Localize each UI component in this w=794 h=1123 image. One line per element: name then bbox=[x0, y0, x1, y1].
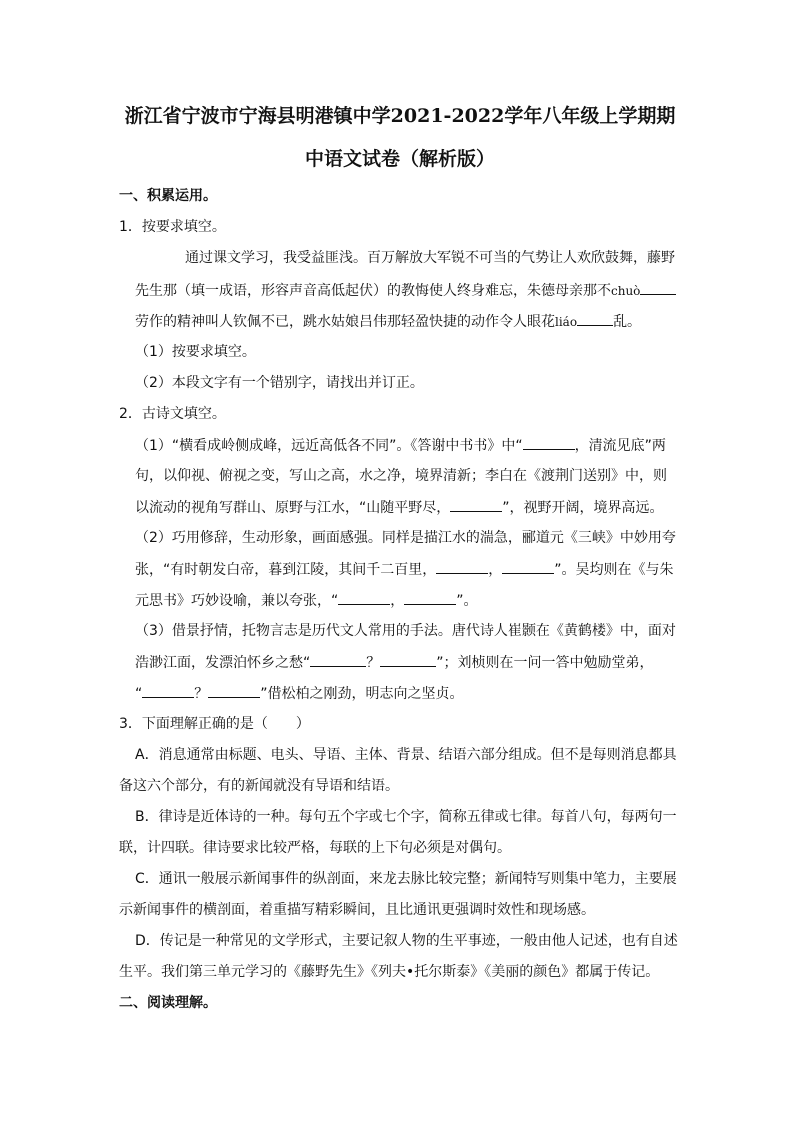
text: ”。吴均则在《与朱 bbox=[554, 562, 674, 578]
answer-blank bbox=[338, 590, 390, 605]
text: ”。 bbox=[456, 593, 478, 609]
option-b-line-1: B．律诗是近体诗的一种。每句五个字或七个字，简称五律或七律。每首八句，每两句一 bbox=[135, 809, 677, 825]
question-2-part-3-line-1: （3）借景抒情，托物言志是历代文人常用的手法。唐代诗人崔颢在《黄鹤楼》中，面对 bbox=[135, 623, 676, 639]
text: ”，视野开阔，境界高远。 bbox=[502, 500, 664, 516]
question-2-part-2-line-2 bbox=[135, 559, 674, 580]
answer-blank bbox=[450, 497, 502, 512]
pinyin-liao: liáo bbox=[555, 315, 578, 329]
answer-blank bbox=[208, 683, 260, 698]
answer-blank bbox=[640, 280, 676, 295]
option-d-line-1: D．传记是一种常见的文学形式，主要记叙人物的生平事迹，一般由他人记述，也有自述 bbox=[135, 933, 678, 949]
question-1-subitem-2: （2）本段文字有一个错别字，请找出并订正。 bbox=[135, 375, 424, 391]
text: ，清流见底”两 bbox=[574, 438, 666, 454]
text: 张，“有时朝发白帝，暮到江陵，其间千二百里， bbox=[135, 562, 437, 578]
text: ， bbox=[488, 562, 503, 578]
answer-blank bbox=[404, 590, 456, 605]
text: “ bbox=[135, 686, 143, 702]
option-d-line-2: 生平。我们第三单元学习的《藤野先生》《列夫•托尔斯泰》《美丽的颜色》都属于传记。 bbox=[119, 964, 660, 980]
option-a-line-2: 备这六个部分，有的新闻就没有导语和结语。 bbox=[119, 778, 399, 794]
text: 元思书》巧妙设喻，兼以夸张，“ bbox=[135, 593, 339, 609]
section-heading-2: 二、阅读理解。 bbox=[119, 995, 217, 1011]
question-2-part-2-line-3 bbox=[135, 590, 478, 611]
text: ？ bbox=[194, 686, 209, 702]
paragraph-text: 乱。 bbox=[613, 314, 642, 330]
text: ”借松柏之刚劲，明志向之坚贞。 bbox=[260, 686, 464, 702]
text: ， bbox=[390, 593, 405, 609]
question-2-part-1-line-2: 句，以仰视、俯视之变，写山之高，水之净，境界清新；李白在《渡荆门送别》中，则 bbox=[135, 468, 667, 484]
answer-blank bbox=[380, 652, 436, 667]
answer-blank bbox=[523, 435, 575, 450]
option-a-line-1: A．消息通常由标题、电头、导语、主体、背景、结语六部分组成。但不是每则消息都具 bbox=[135, 747, 677, 763]
question-2-heading: 2．古诗文填空。 bbox=[119, 406, 226, 422]
paragraph-text: 先生那（填一成语，形容声音高低起伏）的教悔使人终身难忘，朱德母亲那不 bbox=[135, 283, 611, 299]
option-c-line-2: 示新闻事件的横剖面，着重描写精彩瞬间，且比通讯更强调时效性和现场感。 bbox=[119, 902, 595, 918]
document-title-line-1: 浙江省宁波市宁海县明港镇中学2021-2022学年八年级上学期期 bbox=[124, 105, 676, 127]
answer-blank bbox=[577, 311, 613, 326]
text: 以流动的视角写群山、原野与江水，“山随平野尽， bbox=[135, 500, 451, 516]
option-c-line-1: C．通讯一般展示新闻事件的纵剖面，来龙去脉比较完整；新闻特写则集中笔力，主要展 bbox=[135, 871, 677, 887]
text: ”；刘桢则在一问一答中勉励堂弟， bbox=[436, 655, 654, 671]
question-2-part-3-line-2 bbox=[135, 652, 654, 673]
question-3-heading: 3．下面理解正确的是（ ） bbox=[119, 716, 310, 732]
pinyin-chuo: chuò bbox=[611, 284, 641, 298]
question-2-part-3-line-3 bbox=[135, 683, 464, 704]
question-2-part-2-line-1: （2）巧用修辞，生动形象，画面感强。同样是描江水的湍急，郦道元《三峡》中妙用夸 bbox=[135, 530, 676, 546]
question-1-paragraph-line-3 bbox=[135, 311, 641, 332]
answer-blank bbox=[142, 683, 194, 698]
answer-blank bbox=[436, 559, 488, 574]
question-1-paragraph-line-2 bbox=[135, 280, 676, 301]
answer-blank bbox=[502, 559, 554, 574]
question-1-paragraph-line-1: 通过课文学习，我受益匪浅。百万解放大军锐不可当的气势让人欢欣鼓舞，藤野 bbox=[185, 250, 675, 266]
question-2-part-1-line-3 bbox=[135, 497, 664, 518]
question-2-part-1-line-1 bbox=[135, 435, 666, 456]
answer-blank bbox=[310, 652, 366, 667]
document-title-line-2: 中语文试卷（解析版） bbox=[304, 148, 495, 170]
option-b-line-2: 联，计四联。律诗要求比较严格，每联的上下句必须是对偶句。 bbox=[119, 840, 511, 856]
text: ？ bbox=[366, 655, 381, 671]
question-1-heading: 1．按要求填空。 bbox=[119, 219, 226, 235]
question-1-subitem-1: （1）按要求填空。 bbox=[135, 344, 256, 360]
text: 浩渺江面，发漂泊怀乡之愁“ bbox=[135, 655, 311, 671]
section-heading-1: 一、积累运用。 bbox=[119, 188, 217, 204]
text: （1）“横看成岭侧成峰，远近高低各不同”。《答谢中书书》中“ bbox=[135, 438, 523, 454]
paragraph-text: 劳作的精神叫人钦佩不已，跳水姑娘吕伟那轻盈快捷的动作令人眼花 bbox=[135, 314, 555, 330]
